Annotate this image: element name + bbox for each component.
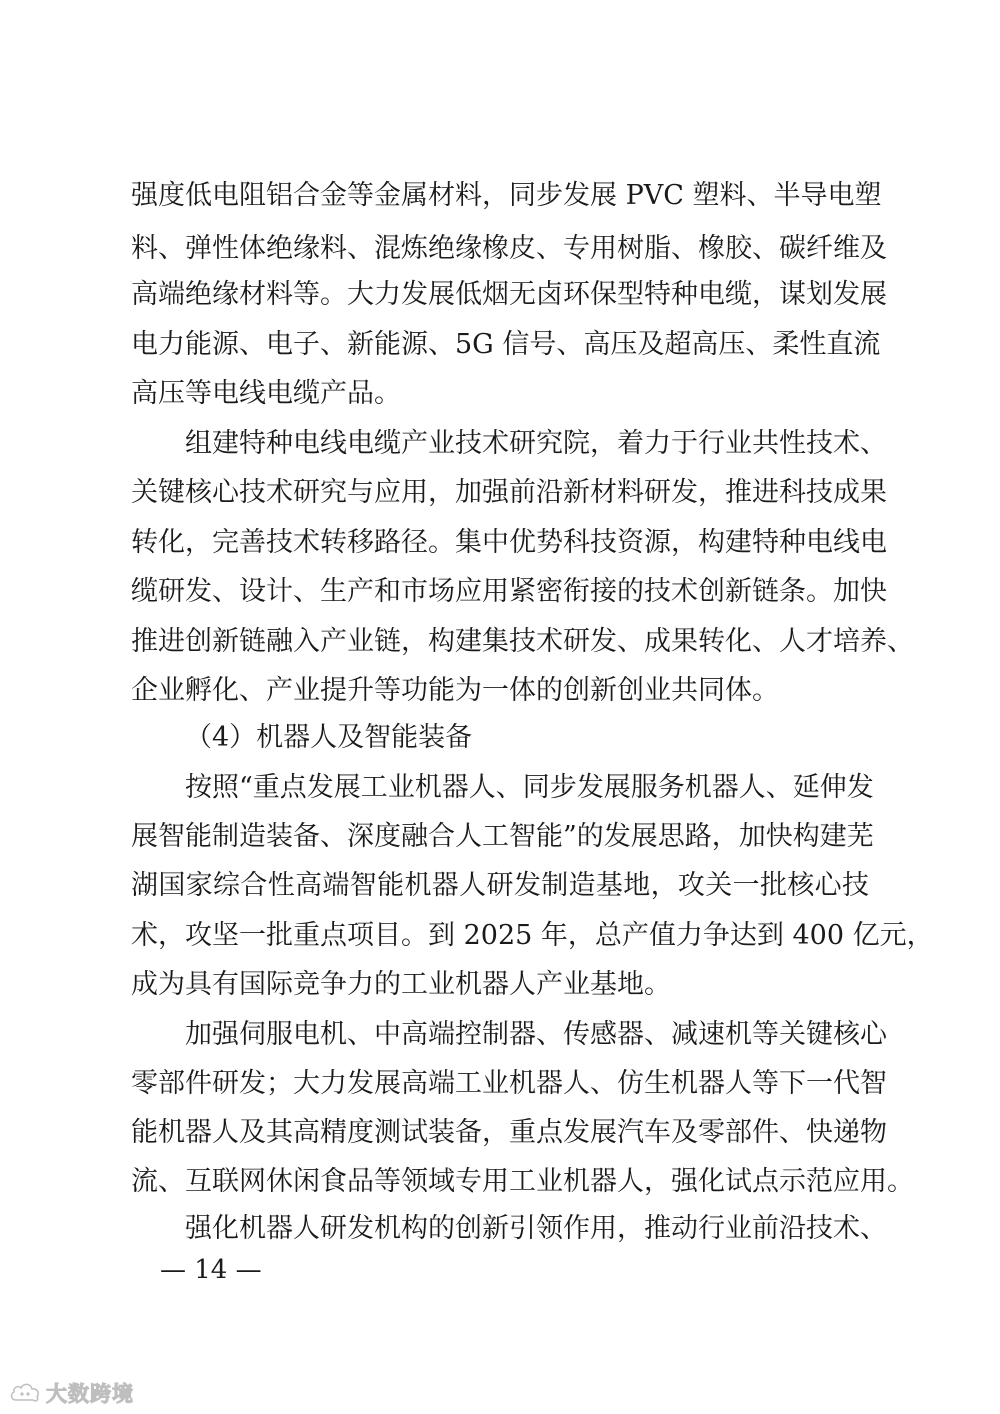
- text-line-8: 转化，完善技术转移路径。集中优势科技资源，构建特种电线电: [131, 527, 887, 558]
- text-line-5: 高压等电线电缆产品。: [131, 378, 401, 409]
- text-line-17: 成为具有国际竞争力的工业机器人产业基地。: [131, 969, 671, 1000]
- text-line-2: 料、弹性体绝缘料、混炼绝缘橡皮、专用树脂、橡胶、碳纤维及: [131, 233, 887, 264]
- text-line-15: 湖国家综合性高端智能机器人研发制造基地，攻关一批核心技: [131, 870, 869, 901]
- text-line-6: 组建特种电线电缆产业技术研究院，着力于行业共性技术、: [185, 428, 887, 459]
- watermark-text: 大数跨境: [46, 1382, 134, 1406]
- text-line-14: 展智能制造装备、深度融合人工智能”的发展思路，加快构建芜: [131, 821, 874, 852]
- text-line-18: 加强伺服电机、中高端控制器、传感器、减速机等关键核心: [185, 1019, 887, 1050]
- text-line-7: 关键核心技术研究与应用，加强前沿新材料研发，推进科技成果: [131, 477, 887, 508]
- text-line-10: 推进创新链融入产业链，构建集技术研发、成果转化、人才培养、: [131, 626, 914, 657]
- text-line-4: 电力能源、电子、新能源、5G 信号、高压及超高压、柔性直流: [131, 329, 881, 360]
- cloud-logo-icon: [8, 1380, 42, 1406]
- text-line-20: 能机器人及其高精度测试装备，重点发展汽车及零部件、快递物: [131, 1117, 887, 1148]
- text-line-21: 流、互联网休闲食品等领域专用工业机器人，强化试点示范应用。: [131, 1166, 914, 1197]
- watermark: [8, 1378, 134, 1408]
- text-line-22: 强化机器人研发机构的创新引领作用，推动行业前沿技术、: [185, 1213, 887, 1244]
- section-heading: （4）机器人及智能装备: [185, 722, 473, 753]
- text-line-3: 高端绝缘材料等。大力发展低烟无卤环保型特种电缆，谋划发展: [131, 279, 887, 310]
- text-line-11: 企业孵化、产业提升等功能为一体的创新创业共同体。: [131, 675, 779, 706]
- text-line-1: 强度低电阻铝合金等金属材料，同步发展 PVC 塑料、半导电塑: [131, 180, 882, 211]
- text-line-19: 零部件研发；大力发展高端工业机器人、仿生机器人等下一代智: [131, 1068, 887, 1099]
- text-line-16: 术，攻坚一批重点项目。到 2025 年，总产值力争达到 400 亿元，: [131, 920, 934, 951]
- text-line-9: 缆研发、设计、生产和市场应用紧密衔接的技术创新链条。加快: [131, 576, 887, 607]
- text-line-13: 按照“重点发展工业机器人、同步发展服务机器人、延伸发: [185, 772, 874, 803]
- page-number: — 14 —: [160, 1255, 262, 1285]
